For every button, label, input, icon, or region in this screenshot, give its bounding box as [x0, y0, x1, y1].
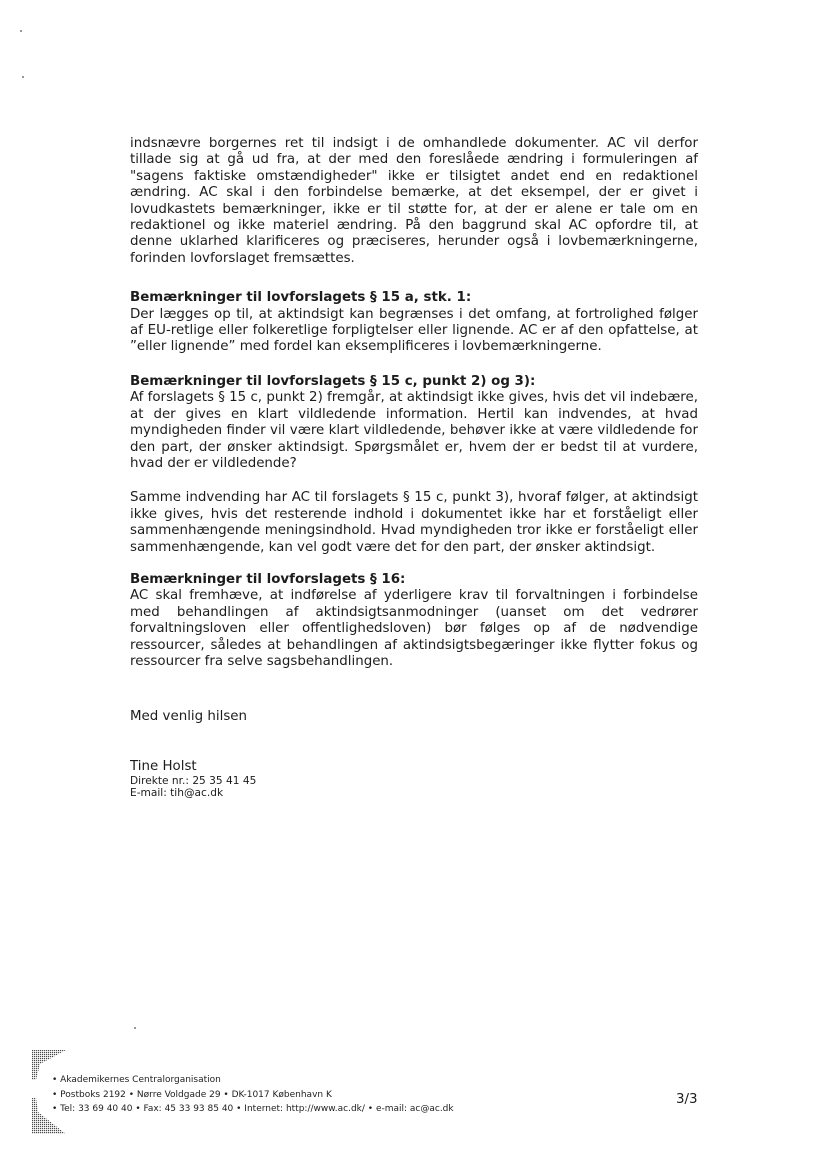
signer-email: E-mail: tih@ac.dk [130, 787, 224, 799]
signature-block [130, 759, 256, 799]
closing-greeting: Med venlig hilsen [130, 709, 248, 724]
heading-section-15a: Bemærkninger til lovforslagets § 15 a, stk. 1: [130, 290, 472, 306]
footer-organisation: • Akademikernes Centralorganisation [52, 1075, 221, 1085]
heading-section-15c: Bemærkninger til lovforslagets § 15 c, punkt 2) og 3): [130, 373, 536, 389]
page-number: 3/3 [676, 1092, 698, 1107]
paragraph-section-15c-point3: Samme indvending har AC til forslagets § 15 c, punkt 3), hvoraf følger, at aktindsigt ikke gives, hvis det resterende indhold i dokumentet ikke har et forståeligt eller sammenhængende meningsindhold. Hvad myndigheden tror ikke er forståeligt eller sammenhængende, kan vel godt være det for den part, der ønsker aktindsigt. [130, 490, 698, 555]
paragraph-section-15a: Der lægges op til, at aktindsigt kan begrænses i det omfang, at fortrolighed følger af EU-retlige eller folkeretlige forpligtelser eller lignende. AC er af den opfattelse, at ”eller lignende” med fordel kan eksemplificeres i lovbemærkningerne. [130, 306, 698, 355]
footer-postal-address: • Postboks 2192 • Nørre Voldgade 29 • DK-1017 København K [52, 1089, 332, 1100]
scan-speck [134, 1027, 136, 1029]
letter-body [130, 136, 698, 670]
signer-name: Tine Holst [130, 759, 197, 774]
paragraph-intro: indsnævre borgernes ret til indsigt i de omhandlede dokumenter. AC vil derfor tillade sig at gå ud fra, at der med den foreslåede ændring i formuleringen af "sagens faktiske omstændigheder" ikke er tilsigtet andet end en redaktionel ændring. AC skal i den forbindelse bemærke, at det eksempel, der er givet i lovudkastets bemærkninger, ikke er til støtte for, at der er alene er tale om en redaktionel og ikke materiel ændring. På den baggrund skal AC opfordre til, at denne uklarhed klarificeres og præciseres, herunder også i lovbemærkningerne, forinden lovforslaget fremsættes. [130, 136, 698, 266]
footer-contact-line: • Tel: 33 69 40 40 • Fax: 45 33 93 85 40 • Internet: http://www.ac.dk/ • e-mail: ac@ac.dk [52, 1104, 454, 1115]
scan-speck [20, 30, 22, 32]
scan-speck [22, 76, 24, 78]
heading-section-16: Bemærkninger til lovforslagets § 16: [130, 571, 406, 587]
paragraph-section-15c-point2: Af forslagets § 15 c, punkt 2) fremgår, at aktindsigt ikke gives, hvis det vil indebære, at der gives en klart vildledende information. Hertil kan indvendes, at hvad myndigheden finder vil være klart vildledende, behøver ikke at være vildledende for den part, der ønsker aktindsigt. Spørgsmålet er, hvem der er bedst til at vurdere, hvad der er vildledende? [130, 390, 698, 471]
signer-phone: Direkte nr.: 25 35 41 45 [130, 775, 257, 787]
footer-address [52, 1073, 454, 1117]
paragraph-section-16: AC skal fremhæve, at indførelse af yderligere krav til forvaltningen i forbindelse med behandlingen af aktindsigtsanmodninger (uanset om det vedrører forvaltningsloven eller offentlighedsloven) bør følges op af de nødvendige ressourcer, således at behandlingen af aktindsigtsbegæringer ikke flytter fokus og ressourcer fra selve sagsbehandlingen. [130, 588, 698, 669]
